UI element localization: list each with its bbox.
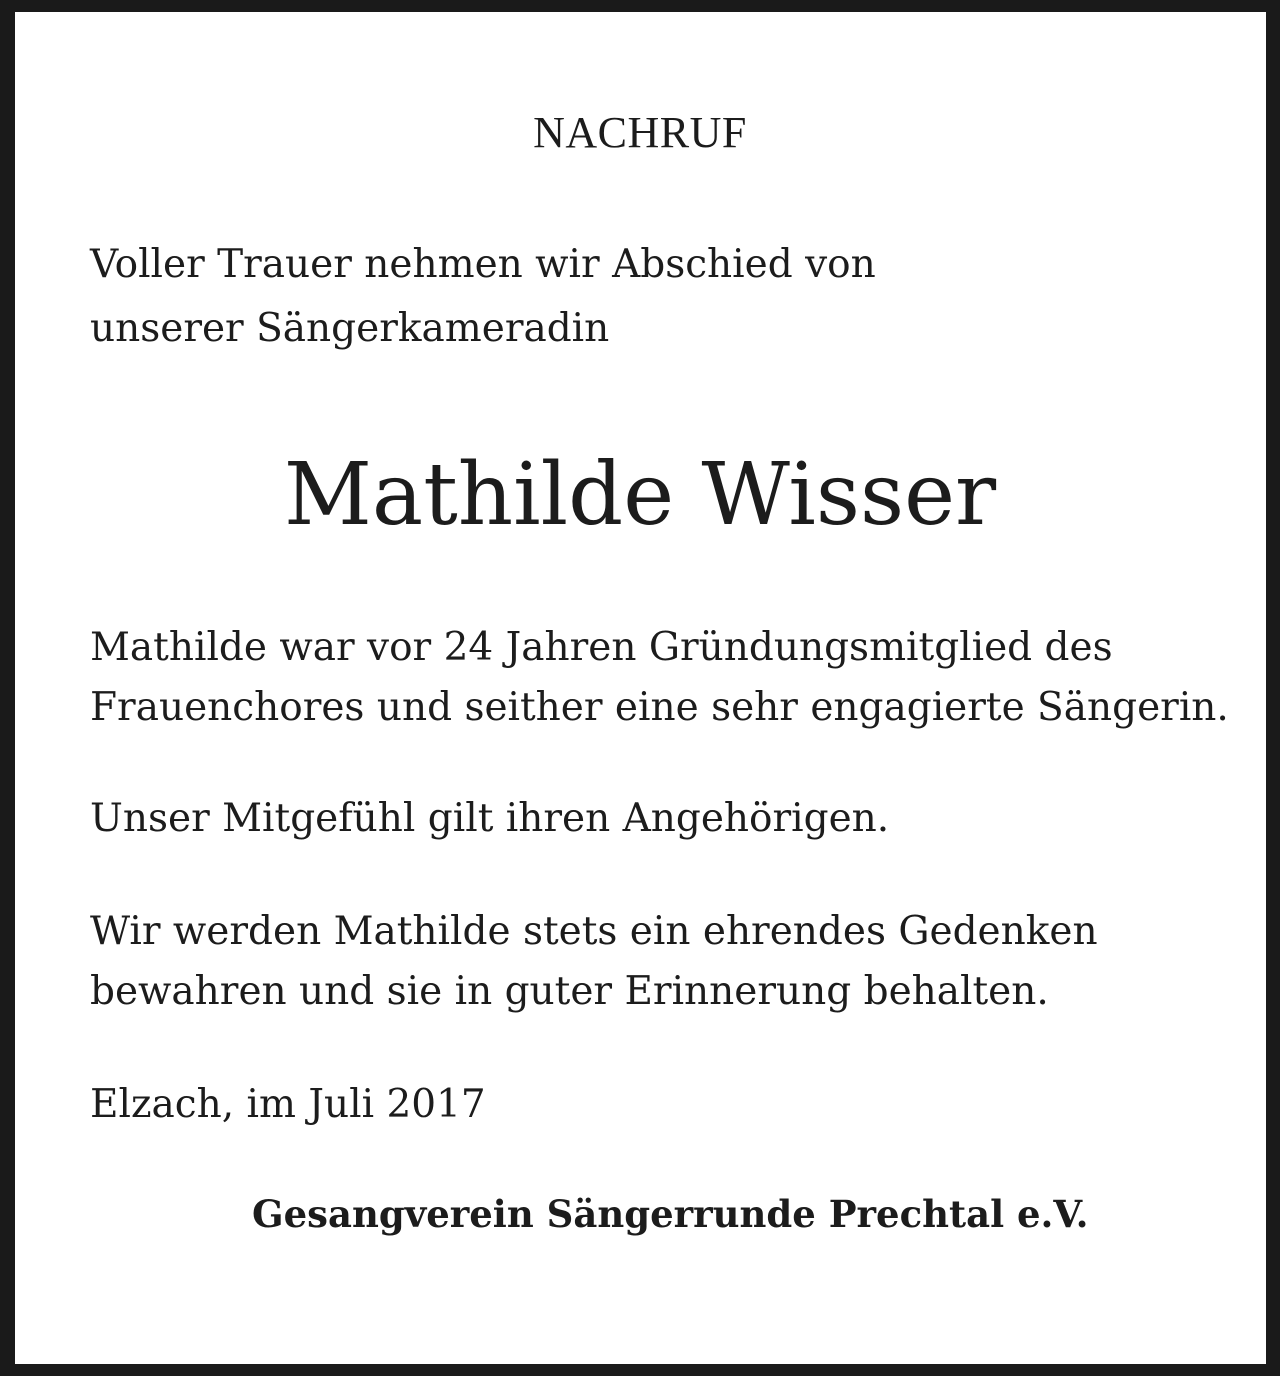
condolence-text: Unser Mitgefühl gilt ihren Angehörigen. — [90, 796, 890, 841]
tribute-line-1: Mathilde war vor 24 Jahren Gründungsmitglied des — [90, 625, 1113, 670]
tribute-line-2: Frauenchores und seither eine sehr engagierte Sängerin. — [90, 685, 1229, 730]
signature-organization: Gesangverein Sängerrunde Prechtal e.V. — [252, 1192, 1089, 1236]
deceased-name: Mathilde Wisser — [283, 445, 997, 545]
remembrance-line-2: bewahren und sie in guter Erinnerung behalten. — [90, 969, 1049, 1014]
place-date: Elzach, im Juli 2017 — [90, 1082, 486, 1127]
notice-heading: NACHRUF — [533, 108, 747, 157]
intro-line-1: Voller Trauer nehmen wir Abschied von — [90, 242, 876, 287]
remembrance-line-1: Wir werden Mathilde stets ein ehrendes Gedenken — [90, 909, 1098, 954]
intro-line-2: unserer Sängerkameradin — [90, 306, 610, 351]
